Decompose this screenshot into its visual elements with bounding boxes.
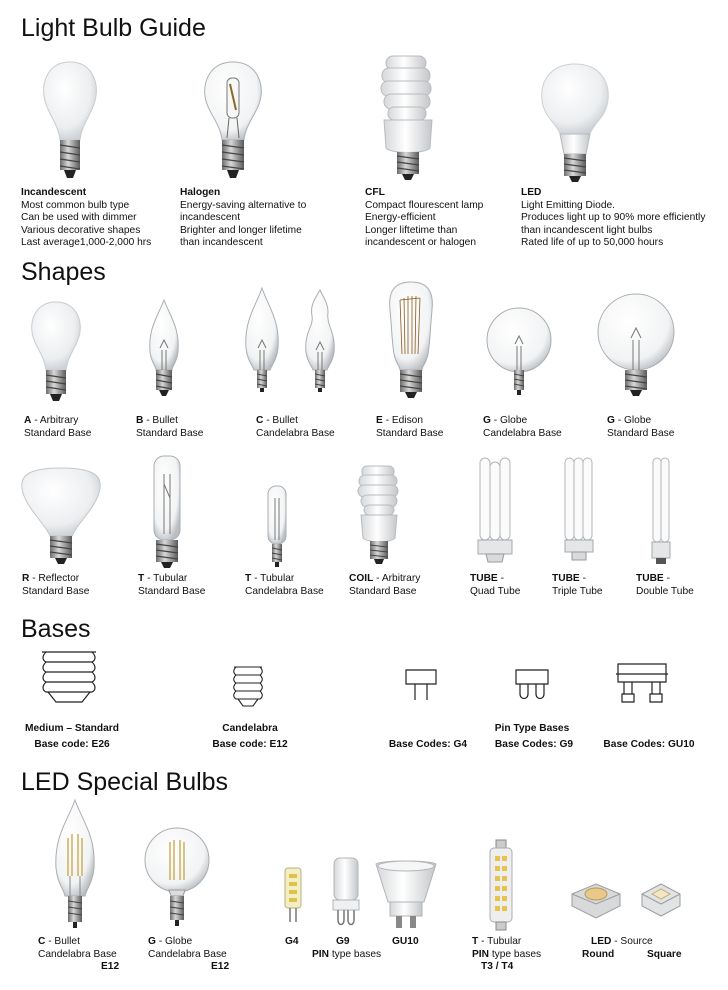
- type-desc-line: Compact flourescent lamp: [365, 199, 484, 211]
- led-c-base: Candelabra Base: [38, 948, 117, 960]
- base-g9-drawing: [512, 666, 552, 704]
- shape-code: E: [376, 415, 383, 426]
- shape-base: Standard Base: [138, 585, 206, 597]
- shape-name: - Bullet: [143, 415, 178, 426]
- led-gu10-image: [374, 860, 438, 932]
- led-g-base: Candelabra Base: [148, 948, 227, 960]
- shape-code: G: [607, 415, 615, 426]
- shape-name: - Arbitrary: [373, 573, 421, 584]
- led-c-e12: E12: [101, 961, 120, 972]
- type-desc-line: Various decorative shapes: [21, 224, 141, 236]
- shape-name: - Globe: [490, 415, 528, 426]
- shape-t-tubular-image: [148, 454, 186, 572]
- shape-caption-t-candelabra: [245, 573, 324, 598]
- cfl-bulb-image: [378, 52, 438, 184]
- shape-base: Standard Base: [376, 427, 444, 439]
- shape-base: Standard Base: [22, 585, 90, 597]
- base-g9-code: Base Codes: G9: [494, 739, 574, 750]
- base-medium-code: Base code: E26: [34, 739, 110, 750]
- led-g-name: - Globe: [155, 936, 193, 947]
- shape-name: - Globe: [614, 415, 652, 426]
- base-gu10-code: Base Codes: GU10: [603, 739, 695, 750]
- led-t-tubular-image: [486, 838, 516, 938]
- type-desc-line: Energy-efficient: [365, 212, 436, 224]
- shape-base: Quad Tube: [470, 585, 521, 597]
- shape-tube-triple-image: [562, 456, 596, 566]
- shape-name: - Bullet: [263, 415, 298, 426]
- halogen-bulb-image: [200, 60, 266, 185]
- shape-code: B: [136, 415, 144, 426]
- type-desc-line: than incandescent light bulbs: [521, 224, 653, 236]
- shape-caption-coil: [349, 573, 420, 598]
- led-g9-label: G9: [336, 936, 350, 947]
- shape-b-bullet-image: [144, 298, 184, 398]
- shape-t-tubular-candelabra-image: [264, 484, 290, 570]
- shape-base: Standard Base: [136, 427, 204, 439]
- type-name: Incandescent: [21, 187, 87, 198]
- shape-g-globe-small-image: [484, 306, 554, 398]
- led-t-pin-text: type bases: [488, 948, 542, 960]
- shape-caption-g-candelabra: [483, 415, 562, 440]
- type-desc-line: Can be used with dimmer: [21, 212, 137, 224]
- shape-caption-tube-quad: [470, 573, 520, 598]
- led-g4-label: G4: [285, 936, 299, 947]
- type-desc-line: than incandescent: [180, 237, 263, 249]
- base-candelabra-label: Candelabra: [222, 723, 278, 734]
- shape-e-edison-image: [386, 280, 436, 402]
- shape-tube-double-image: [650, 456, 672, 568]
- led-c-name: - Bullet: [45, 936, 80, 947]
- led-square-label: Square: [647, 949, 682, 960]
- shape-code: T: [138, 573, 145, 584]
- type-cfl: [365, 187, 483, 250]
- led-t-code: T: [472, 936, 479, 947]
- base-medium-label: Medium – Standard: [25, 723, 119, 734]
- page-title: Light Bulb Guide: [21, 14, 206, 42]
- led-g9-image: [330, 856, 362, 930]
- led-t-name: - Tubular: [478, 936, 522, 947]
- type-desc-line: Most common bulb type: [21, 199, 130, 211]
- type-desc-line: Energy-saving alternative to: [180, 199, 307, 211]
- led-g-code: G: [148, 936, 156, 947]
- type-halogen: [180, 187, 306, 250]
- shape-caption-r: [22, 573, 89, 598]
- led-g-e12: E12: [211, 961, 230, 972]
- led-g-globe-image: [142, 826, 212, 932]
- shape-base: Candelabra Base: [256, 427, 335, 439]
- shape-caption-t: [138, 573, 205, 598]
- section-title-led-special: LED Special Bulbs: [21, 768, 229, 796]
- type-desc-line: Produces light up to 90% more efficiently: [521, 212, 706, 224]
- shape-code: T: [245, 573, 252, 584]
- shape-name: - Reflector: [29, 573, 80, 584]
- shape-g-globe-large-image: [596, 290, 676, 400]
- base-g4-drawing: [404, 666, 438, 704]
- shape-caption-tube-double: [636, 573, 694, 598]
- base-e26-drawing: [38, 648, 100, 708]
- type-desc-line: Brighter and longer lifetime: [180, 224, 302, 236]
- shape-coil-image: [356, 464, 402, 570]
- led-source-code: LED: [591, 936, 612, 947]
- led-pin-text: type bases: [328, 949, 382, 960]
- type-led: [521, 187, 705, 250]
- type-desc-line: incandescent or halogen: [365, 237, 477, 249]
- led-t-sizes: T3 / T4: [481, 961, 514, 972]
- shape-base: Standard Base: [349, 585, 417, 597]
- type-name: CFL: [365, 187, 385, 198]
- shape-base: Triple Tube: [552, 585, 603, 597]
- shape-base: Candelabra Base: [483, 427, 562, 439]
- shape-base: Candelabra Base: [245, 585, 324, 597]
- section-title-shapes: Shapes: [21, 258, 106, 286]
- shape-r-reflector-image: [18, 466, 104, 572]
- type-desc-line: Last average1,000-2,000 hrs: [21, 237, 152, 249]
- led-g4-image: [282, 866, 304, 926]
- section-title-bases: Bases: [21, 615, 91, 643]
- shape-name: - Tubular: [144, 573, 188, 584]
- base-gu10-drawing: [614, 660, 670, 708]
- led-c-code: C: [38, 936, 46, 947]
- led-square-source-image: [638, 878, 684, 922]
- led-c-caption: [38, 936, 117, 961]
- incandescent-bulb-image: [40, 60, 100, 185]
- shape-base: Standard Base: [24, 427, 92, 439]
- shape-caption-e: [376, 415, 443, 440]
- shape-caption-g-standard: [607, 415, 674, 440]
- shape-code: G: [483, 415, 491, 426]
- shape-caption-c: [256, 415, 335, 440]
- shape-c-bullet-image: [240, 286, 340, 396]
- shape-code: COIL: [349, 573, 374, 584]
- shape-caption-tube-triple: [552, 573, 603, 598]
- led-round-label: Round: [582, 949, 615, 960]
- shape-name: -: [579, 573, 586, 584]
- base-e12-drawing: [230, 664, 266, 710]
- shape-base: Double Tube: [636, 585, 694, 597]
- led-g-caption: [148, 936, 227, 961]
- type-desc-line: Light Emitting Diode.: [521, 199, 616, 211]
- type-desc-line: Longer liftetime than: [365, 224, 458, 236]
- led-round-source-image: [568, 876, 624, 924]
- led-source-name: - Source: [611, 936, 653, 947]
- shape-code: TUBE: [552, 573, 580, 584]
- shape-code: A: [24, 415, 32, 426]
- base-g4-code: Base Codes: G4: [388, 739, 468, 750]
- led-bulb-image: [538, 62, 612, 186]
- led-gu10-label: GU10: [392, 936, 419, 947]
- led-t-pin: PIN: [472, 948, 489, 960]
- shape-caption-a: [24, 415, 91, 440]
- shape-caption-b: [136, 415, 203, 440]
- shape-code: R: [22, 573, 30, 584]
- shape-base: Standard Base: [607, 427, 675, 439]
- type-incandescent: [21, 187, 151, 250]
- led-c-bullet-image: [52, 798, 98, 934]
- shape-name: -: [663, 573, 670, 584]
- shape-code: C: [256, 415, 264, 426]
- shape-code: TUBE: [470, 573, 498, 584]
- led-t-caption: [472, 936, 541, 961]
- type-desc-line: incandescent: [180, 212, 241, 224]
- type-name: Halogen: [180, 187, 221, 198]
- type-desc-line: Rated life of up to 50,000 hours: [521, 237, 664, 249]
- type-name: LED: [521, 187, 542, 198]
- shape-name: -: [497, 573, 504, 584]
- shape-tube-quad-image: [476, 456, 516, 566]
- shape-name: - Tubular: [251, 573, 295, 584]
- shape-name: - Arbitrary: [31, 415, 79, 426]
- led-source-caption: [591, 936, 653, 949]
- led-pin-code: PIN: [312, 949, 329, 960]
- base-candelabra-code: Base code: E12: [212, 739, 288, 750]
- led-pin-caption: [312, 949, 381, 962]
- base-pin-type-label: Pin Type Bases: [494, 723, 570, 734]
- shape-name: - Edison: [382, 415, 423, 426]
- shape-a-arbitrary-image: [28, 300, 84, 406]
- shape-code: TUBE: [636, 573, 664, 584]
